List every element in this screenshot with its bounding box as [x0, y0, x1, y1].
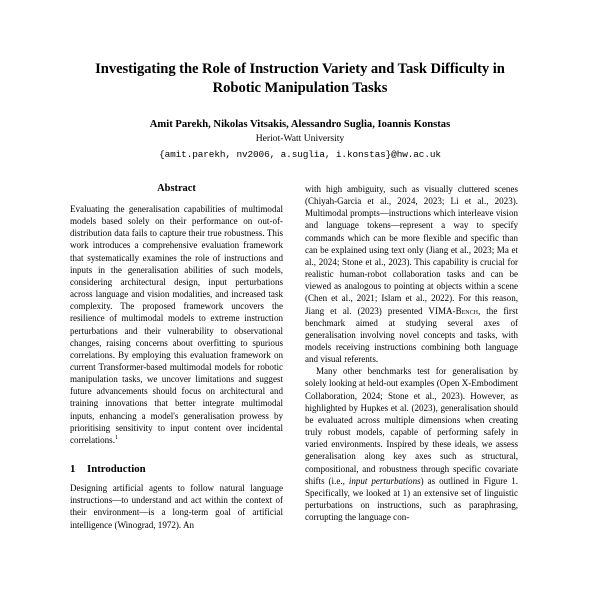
- author-list: Amit Parekh, Nikolas Vitsakis, Alessandro Suglia, Ioannis Konstas: [149, 118, 451, 130]
- page-title: Investigating the Role of Instruction Variety and Task Difficulty in Robotic Manipulation Tasks: [95, 61, 505, 97]
- section-number: 1: [70, 463, 76, 476]
- contact-emails: {amit.parekh, nv2006, a.suglia, i.konstas}@hw.ac.uk: [159, 148, 441, 160]
- right-paragraph-1: [305, 183, 518, 365]
- affiliation: Heriot-Watt University: [255, 133, 345, 145]
- right-para2-text-a: Many other benchmarks test for generalisation by solely looking at held-out examples (Open X-Embodiment Collaboration, 2024; Stone et al., 2023). However, as highlighted by Hupkes et al. (2023), generalisation should be evaluated across multiple dimensions when creating truly robust models, capable of performing safely in varied environments. Inspired by these ideals, we assess generalisation along key axes such as structural, compositional, and robustness through specific covariate shifts (i.e.,: [305, 366, 518, 486]
- right-column: [305, 183, 518, 531]
- vima-bench-label-prefix: VIMA-: [428, 305, 456, 316]
- section-heading-introduction: [70, 463, 283, 475]
- body-columns: [70, 183, 530, 531]
- abstract-paragraph: [70, 203, 283, 446]
- abstract-footnote-marker: 1: [114, 433, 119, 441]
- right-para2-text-b: ) as outlined in Figure 1. Specifically, we looked at 1) an extensive set of linguistic perturbations on instructions, such as paraphrasing, corrupting the language con-: [305, 475, 518, 523]
- vima-bench-label-smallcaps: Bench: [455, 305, 478, 316]
- input-perturbations-emphasis: input perturbations: [348, 475, 421, 486]
- title-block: [70, 0, 530, 161]
- right-para1-text-a: with high ambiguity, such as visually cluttered scenes (Chiyah-Garcia et al., 2024, 2023; Li et al., 2023). Multimodal prompts—instructions which interleave vision and language tokens—represent a way to specify commands which can be more flexible and specific than can be explained using text only (Jiang et al., 2023; Ma et al., 2024; Stone et al., 2023). This capability is crucial for realistic human-robot collaboration tasks and can be viewed as analogous to pointing at objects within a scene (Chen et al., 2021; Islam et al., 2022). For this reason, Jiang et al. (2023) presented: [305, 183, 518, 316]
- section-title: Introduction: [87, 463, 146, 476]
- right-para1-text-b: , the first benchmark aimed at studying several axes of generalisation involving novel concepts and tasks, with models receiving instructions combining both language and visual referents.: [305, 305, 518, 365]
- introduction-paragraph: Designing artificial agents to follow natural language instructions—to understand and act within the context of their environment—is a long-term goal of artificial intelligence (Winograd, 1972). An: [70, 483, 283, 530]
- right-paragraph-2: [305, 365, 518, 523]
- abstract-heading: Abstract: [157, 182, 196, 194]
- abstract-text: Evaluating the generalisation capabilities of multimodal models based solely on their performance on out-of-distribution data fails to capture their true robustness. This work introduces a comprehensive evaluation framework that systematically examines the role of instructions and inputs in the generalisation abilities of such models, considering architectural design, input perturbations across language and vision modalities, and increased task complexity. The proposed framework uncovers the resilience of multimodal models to extreme instruction perturbations and their vulnerability to observational changes, raising concerns about overfitting to spurious correlations. By employing this evaluation framework on current Transformer-based multimodal models for robotic manipulation tasks, we uncover limitations and suggest future advancements should focus on architectural and training innovations that better integrate multimodal inputs, enhancing a model's generalisation prowess by prioritising sensitivity to input content over incidental correlations.: [70, 203, 283, 445]
- left-column: [70, 183, 283, 531]
